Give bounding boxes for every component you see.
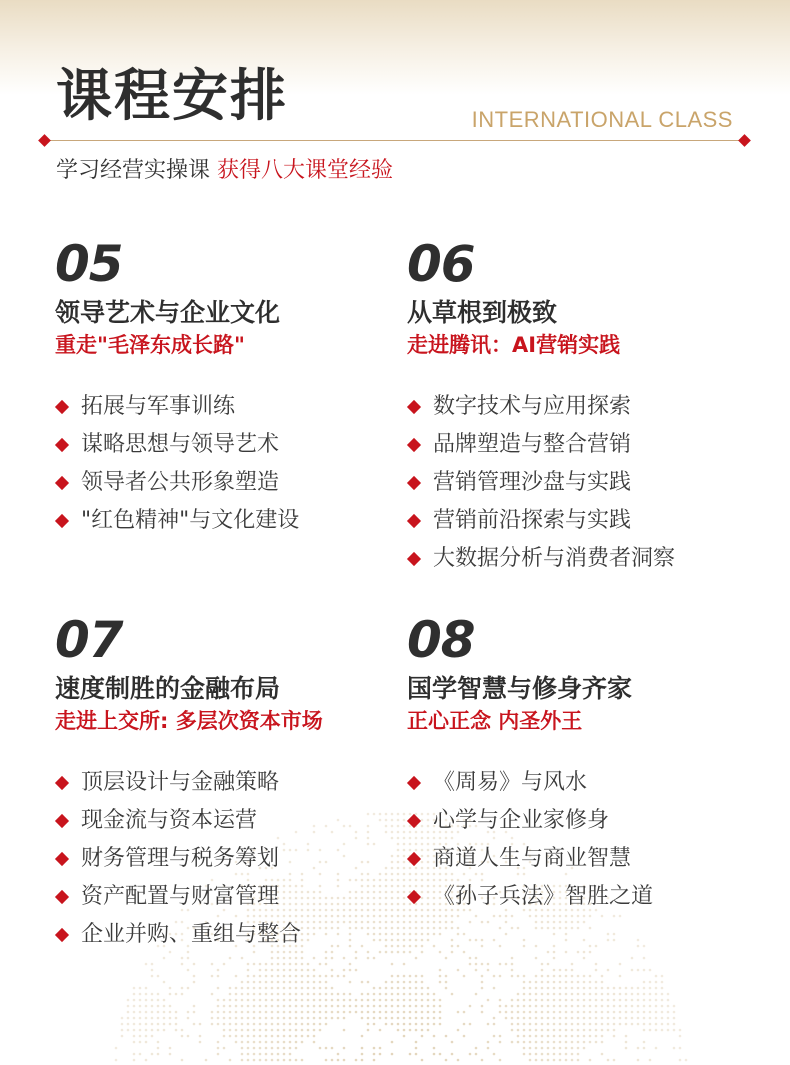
diamond-bullet-icon	[407, 514, 421, 528]
section-number: 05	[55, 235, 123, 293]
list-item-label: 营销前沿探索与实践	[433, 508, 632, 533]
list-item-label: 财务管理与税务筹划	[81, 846, 280, 871]
list-item-label: 营销管理沙盘与实践	[433, 470, 632, 495]
list-item-label: 数字技术与应用探索	[433, 394, 632, 419]
list-item	[407, 764, 747, 802]
section-07	[55, 611, 395, 954]
page-title: 课程安排	[56, 64, 288, 129]
section-number: 08	[407, 611, 475, 669]
list-item	[407, 464, 747, 502]
list-item	[407, 426, 747, 464]
list-item	[55, 802, 395, 840]
diamond-bullet-icon	[407, 476, 421, 490]
list-item-label: "红色精神"与文化建设	[81, 508, 300, 533]
page-subtitle-en: INTERNATIONAL CLASS	[471, 107, 733, 132]
diamond-bullet-icon	[55, 438, 69, 452]
section-title: 速度制胜的金融布局	[55, 674, 281, 703]
list-item	[55, 916, 395, 954]
section-title: 领导艺术与企业文化	[55, 298, 281, 327]
section-title: 从草根到极致	[407, 298, 558, 327]
list-item	[55, 388, 395, 426]
list-item-label: 大数据分析与消费者洞察	[433, 546, 676, 571]
section-item-list	[55, 764, 395, 954]
list-item	[407, 502, 747, 540]
list-item-label: 顶层设计与金融策略	[81, 770, 280, 795]
list-item	[55, 878, 395, 916]
list-item-label: 品牌塑造与整合营销	[433, 432, 632, 457]
diamond-bullet-icon	[55, 852, 69, 866]
list-item	[407, 840, 747, 878]
tagline-plain: 学习经营实操课	[56, 158, 211, 183]
list-item	[55, 502, 395, 540]
section-05	[55, 235, 395, 540]
list-item	[407, 878, 747, 916]
section-subtitle: 走进上交所: 多层次资本市场	[55, 709, 323, 733]
header-divider	[45, 140, 745, 141]
diamond-bullet-icon	[407, 814, 421, 828]
section-title: 国学智慧与修身齐家	[407, 674, 633, 703]
tagline-accent: 获得八大课堂经验	[217, 158, 394, 183]
list-item-label: 商道人生与商业智慧	[433, 846, 632, 871]
diamond-bullet-icon	[55, 776, 69, 790]
list-item	[55, 464, 395, 502]
section-subtitle: 走进腾讯：AI营销实践	[407, 333, 621, 357]
list-item-label: 心学与企业家修身	[433, 808, 610, 833]
list-item-label: 企业并购、重组与整合	[81, 922, 302, 947]
list-item-label: 现金流与资本运营	[81, 808, 258, 833]
list-item-label: 领导者公共形象塑造	[81, 470, 280, 495]
diamond-bullet-icon	[407, 890, 421, 904]
list-item	[407, 540, 747, 578]
diamond-bullet-icon	[407, 852, 421, 866]
diamond-bullet-icon	[55, 814, 69, 828]
list-item	[407, 388, 747, 426]
section-item-list	[407, 388, 747, 578]
divider-left-diamond-icon	[38, 134, 51, 147]
section-item-list	[55, 388, 395, 540]
section-subtitle: 重走"毛泽东成长路"	[55, 333, 245, 357]
section-06	[407, 235, 747, 578]
list-item	[55, 764, 395, 802]
diamond-bullet-icon	[55, 928, 69, 942]
diamond-bullet-icon	[55, 476, 69, 490]
list-item	[55, 426, 395, 464]
section-item-list	[407, 764, 747, 916]
diamond-bullet-icon	[407, 552, 421, 566]
diamond-bullet-icon	[407, 776, 421, 790]
list-item-label: 拓展与军事训练	[81, 394, 236, 419]
section-number: 06	[407, 235, 475, 293]
section-number: 07	[55, 611, 123, 669]
list-item-label: 资产配置与财富管理	[81, 884, 280, 909]
list-item	[55, 840, 395, 878]
list-item-label: 《孙子兵法》智胜之道	[433, 884, 654, 909]
list-item-label: 谋略思想与领导艺术	[81, 432, 280, 457]
diamond-bullet-icon	[55, 400, 69, 414]
diamond-bullet-icon	[55, 514, 69, 528]
tagline	[56, 156, 393, 186]
diamond-bullet-icon	[55, 890, 69, 904]
diamond-bullet-icon	[407, 438, 421, 452]
list-item-label: 《周易》与风水	[433, 770, 588, 795]
section-08	[407, 611, 747, 916]
divider-right-diamond-icon	[738, 134, 751, 147]
section-subtitle: 正心正念 内圣外王	[407, 709, 583, 733]
list-item	[407, 802, 747, 840]
diamond-bullet-icon	[407, 400, 421, 414]
